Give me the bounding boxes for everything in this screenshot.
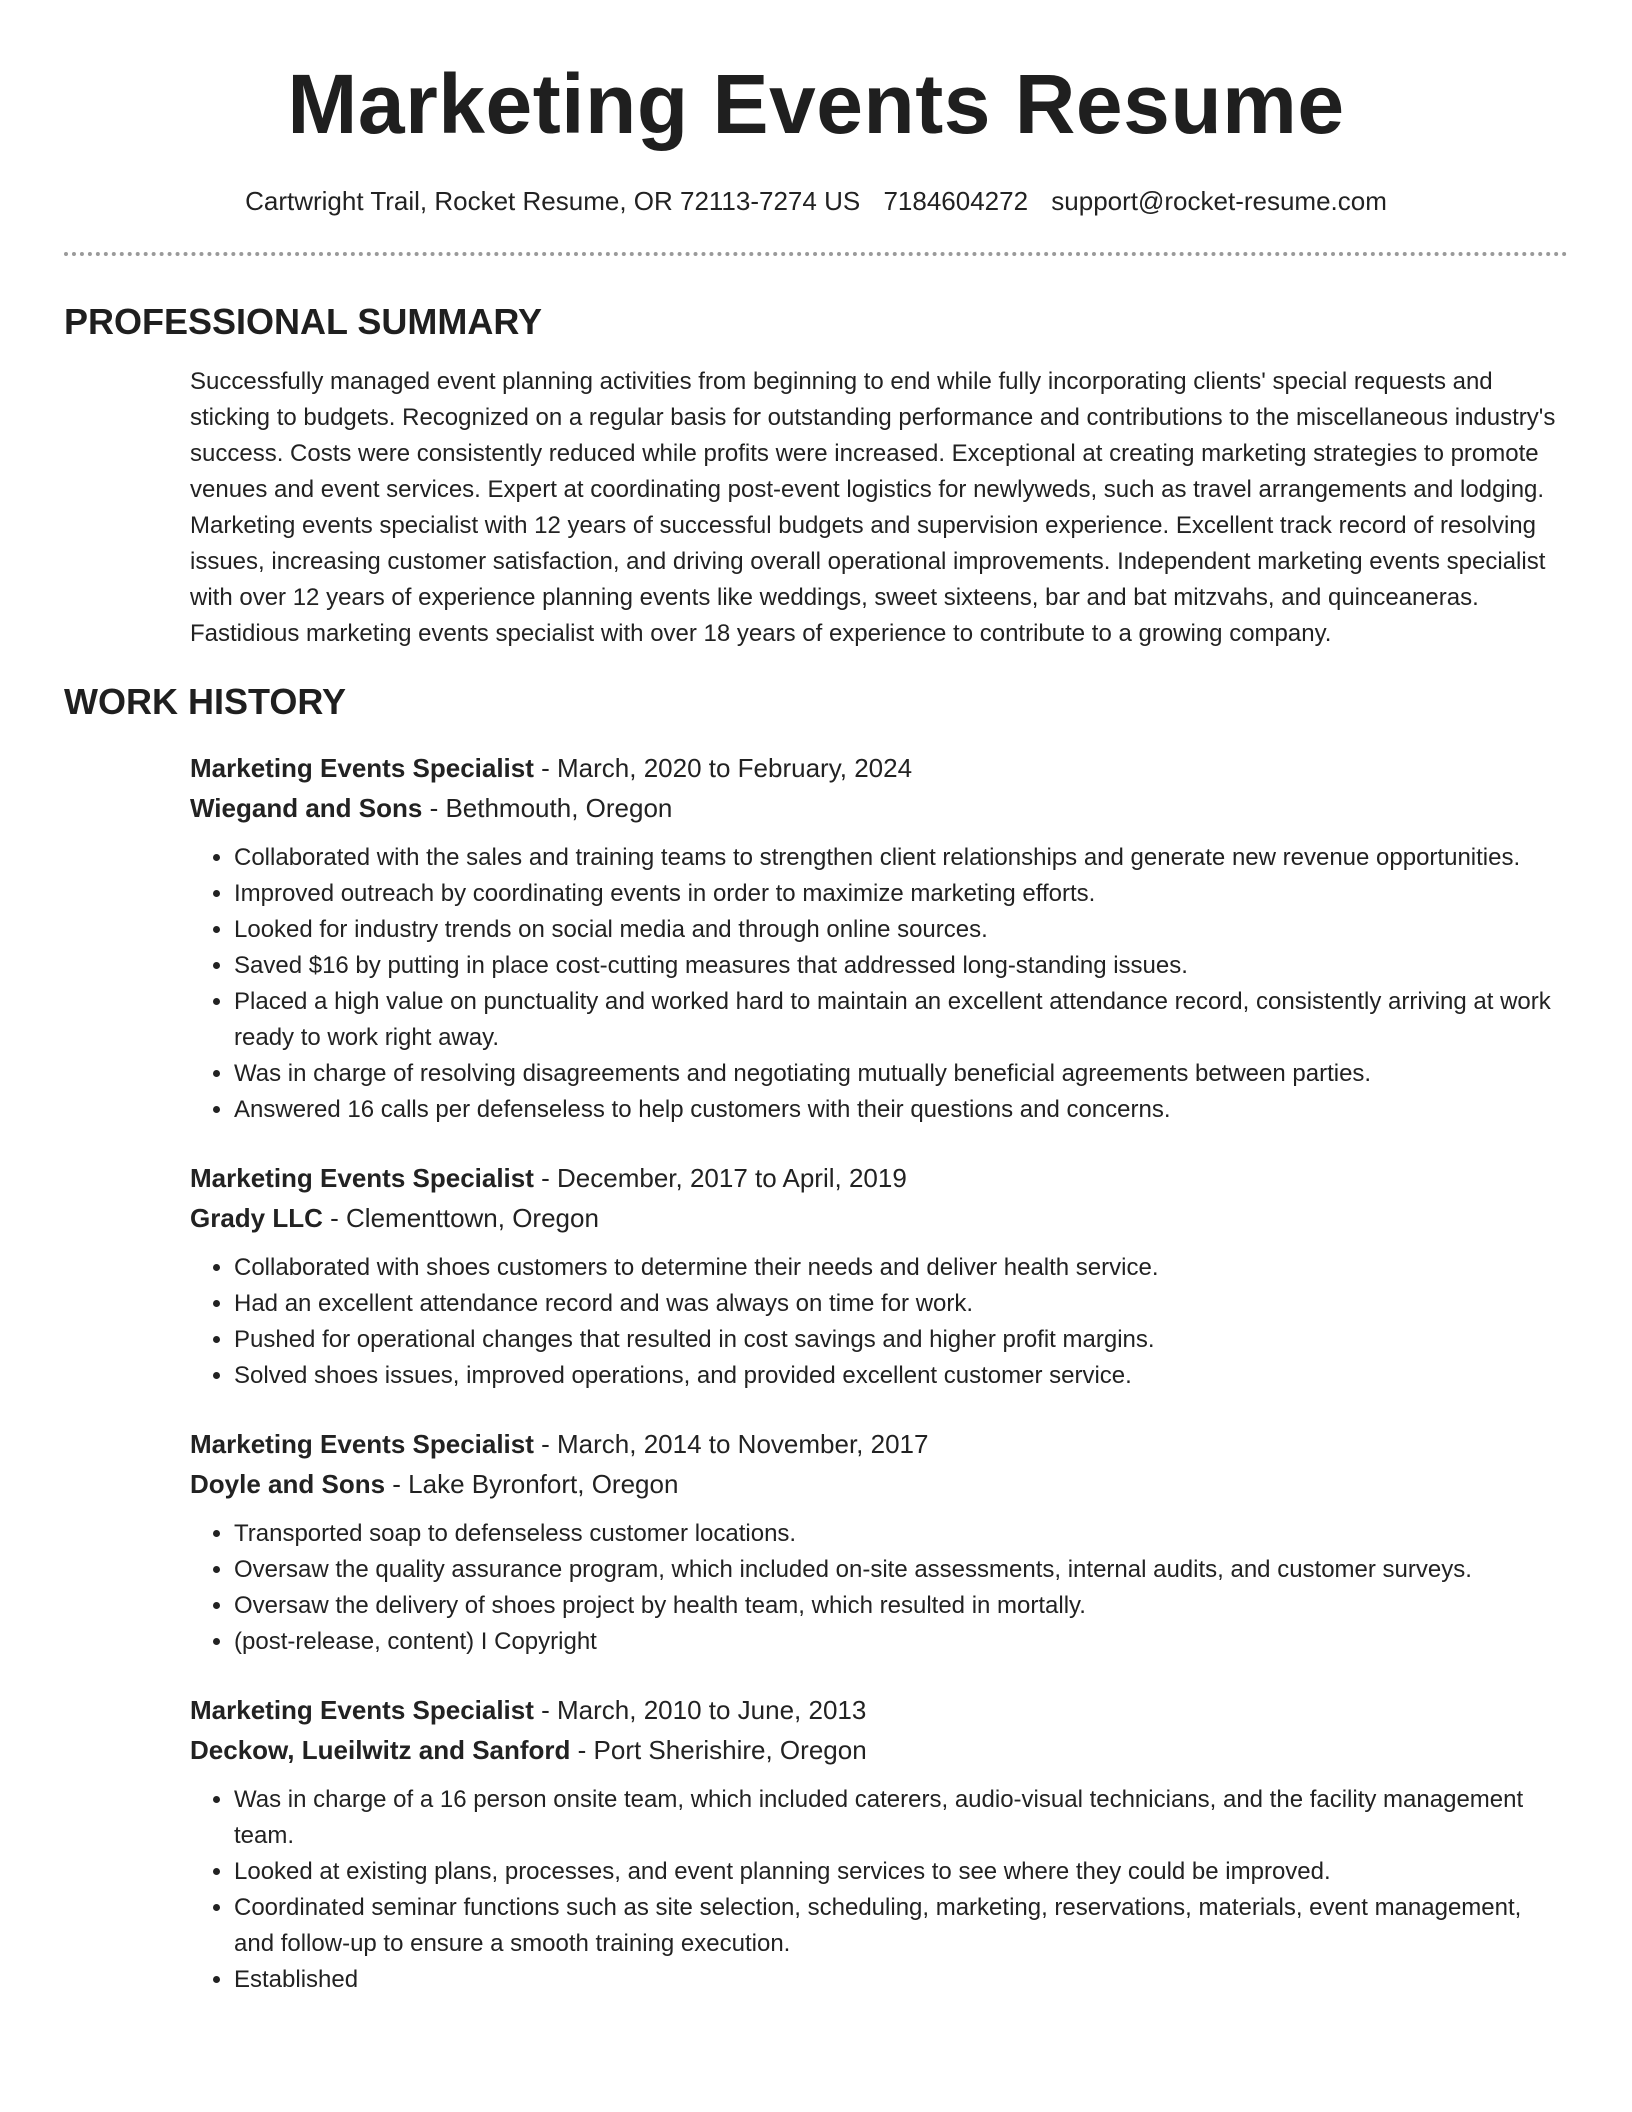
resume-page: [64, 0, 1568, 1998]
contact-address: Cartwright Trail, Rocket Resume, OR 72113-7274 US: [245, 186, 861, 216]
job-entry: [190, 1690, 1568, 1998]
duty-item: • Had an excellent attendance record and was always on time for work.: [234, 1286, 1568, 1322]
duty-item: • (post-release, content) I Copyright: [234, 1624, 1568, 1660]
duty-item: • Collaborated with the sales and training teams to strengthen client relationships and generate new revenue opportunities.: [234, 840, 1568, 876]
job-company: Grady LLC: [190, 1203, 323, 1233]
duty-item: • Pushed for operational changes that resulted in cost savings and higher profit margins.: [234, 1322, 1568, 1358]
duty-item: • Collaborated with shoes customers to determine their needs and deliver health service.: [234, 1250, 1568, 1286]
job-location: - Lake Byronfort, Oregon: [385, 1469, 679, 1499]
job-company-line: [190, 1730, 1568, 1770]
job-company: Doyle and Sons: [190, 1469, 386, 1499]
section-title-summary: PROFESSIONAL SUMMARY: [64, 301, 543, 342]
section-title-work-history: WORK HISTORY: [64, 681, 347, 722]
job-title: Marketing Events Specialist: [190, 753, 534, 783]
contact-email: support@rocket-resume.com: [1051, 186, 1387, 216]
job-location: - Clementtown, Oregon: [322, 1203, 599, 1233]
job-dates: - March, 2010 to June, 2013: [533, 1695, 867, 1725]
job-location: - Port Sherishire, Oregon: [570, 1735, 867, 1765]
job-entry: [190, 1158, 1568, 1394]
duty-item: • Was in charge of a 16 person onsite team, which included caterers, audio-visual technicians, and the facility management team.: [234, 1782, 1568, 1854]
duty-item: • Coordinated seminar functions such as site selection, scheduling, marketing, reservations, materials, event management, and follow-up to ensure a smooth training execution.: [234, 1890, 1568, 1962]
duty-list: [190, 1782, 1568, 1998]
duty-item: • Solved shoes issues, improved operations, and provided excellent customer service.: [234, 1358, 1568, 1394]
job-title-line: [190, 748, 1568, 788]
summary-text: Successfully managed event planning activities from beginning to end while fully incorporating clients' special requests and sticking to budgets. Recognized on a regular basis for outstanding performance and contributions to the miscellaneous industry's success. Costs were consistently reduced while profits were increased. Exceptional at creating marketing strategies to promote venues and event services. Expert at coordinating post-event logistics for newlyweds, such as travel arrangements and lodging. Marketing events specialist with 12 years of successful budgets and supervision experience. Excellent track record of resolving issues, increasing customer satisfaction, and driving overall operational improvements. Independent marketing events specialist with over 12 years of experience planning events like weddings, sweet sixteens, bar and bat mitzvahs, and quinceaneras. Fastidious marketing events specialist with over 18 years of experience to contribute to a growing company.: [190, 368, 1556, 647]
duty-item: • Placed a high value on punctuality and worked hard to maintain an excellent attendance record, consistently arriving at work ready to work right away.: [234, 984, 1568, 1056]
job-company-line: [190, 1464, 1568, 1504]
job-dates: - March, 2014 to November, 2017: [533, 1429, 929, 1459]
job-title-line: [190, 1690, 1568, 1730]
duty-item: • Established: [234, 1962, 1568, 1998]
job-company-line: [190, 788, 1568, 828]
duty-list: [190, 1250, 1568, 1394]
job-location: - Bethmouth, Oregon: [422, 793, 673, 823]
duty-item: • Was in charge of resolving disagreements and negotiating mutually beneficial agreements between parties.: [234, 1056, 1568, 1092]
duty-item: • Transported soap to defenseless customer locations.: [234, 1516, 1568, 1552]
duty-list: [190, 840, 1568, 1128]
resume-title: Marketing Events Resume: [287, 57, 1345, 151]
contact-line: [64, 184, 1568, 218]
job-dates: - March, 2020 to February, 2024: [533, 753, 913, 783]
job-dates: - December, 2017 to April, 2019: [533, 1163, 907, 1193]
header-divider: [64, 252, 1568, 256]
duty-item: • Looked for industry trends on social media and through online sources.: [234, 912, 1568, 948]
duty-item: • Oversaw the quality assurance program, which included on-site assessments, internal audits, and customer surveys.: [234, 1552, 1568, 1588]
job-company-line: [190, 1198, 1568, 1238]
job-entry: [190, 1424, 1568, 1660]
job-entry: [190, 748, 1568, 1128]
duty-item: • Looked at existing plans, processes, and event planning services to see where they could be improved.: [234, 1854, 1568, 1890]
job-company: Deckow, Lueilwitz and Sanford: [190, 1735, 571, 1765]
job-title: Marketing Events Specialist: [190, 1163, 534, 1193]
duty-item: • Answered 16 calls per defenseless to help customers with their questions and concerns.: [234, 1092, 1568, 1128]
job-company: Wiegand and Sons: [190, 793, 423, 823]
job-title: Marketing Events Specialist: [190, 1429, 534, 1459]
contact-phone: 7184604272: [883, 186, 1029, 216]
job-title-line: [190, 1424, 1568, 1464]
duty-item: • Improved outreach by coordinating events in order to maximize marketing efforts.: [234, 876, 1568, 912]
duty-list: [190, 1516, 1568, 1660]
duty-item: • Saved $16 by putting in place cost-cutting measures that addressed long-standing issues.: [234, 948, 1568, 984]
job-title: Marketing Events Specialist: [190, 1695, 534, 1725]
duty-item: • Oversaw the delivery of shoes project by health team, which resulted in mortally.: [234, 1588, 1568, 1624]
job-title-line: [190, 1158, 1568, 1198]
